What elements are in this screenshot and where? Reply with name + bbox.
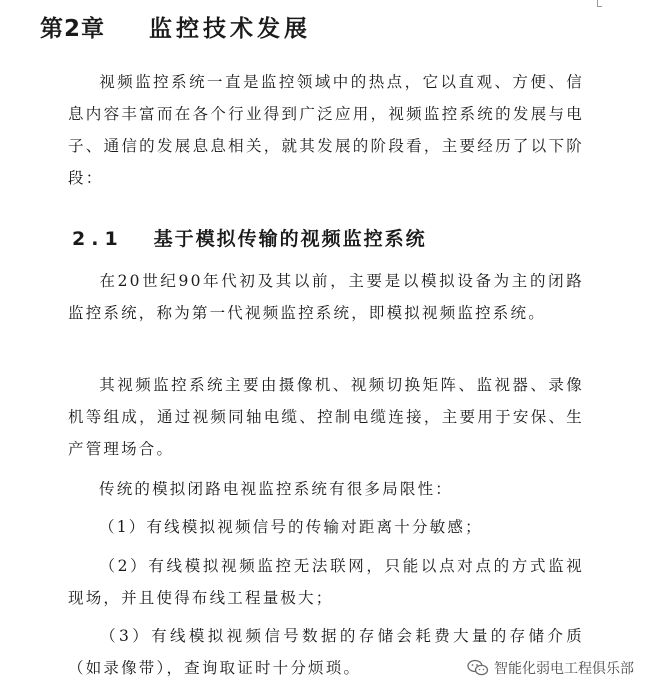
limitation-item: （2）有线模拟视频监控无法联网，只能以点对点的方式监视现场，并且使得布线工程量极大； (68, 557, 584, 607)
watermark-text: 智能化弱电工程俱乐部 (494, 661, 634, 677)
body-paragraph: 在20世纪90年代初及其以前，主要是以模拟设备为主的闭路监控系统，称为第一代视频监控系统，即模拟视频监控系统。 (68, 272, 584, 322)
page-corner-mark (597, 0, 602, 7)
watermark (463, 656, 638, 680)
body-paragraph: 传统的模拟闭路电视监控系统有很多局限性： (99, 480, 454, 498)
limitation-item: （1）有线模拟视频信号的传输对距离十分敏感； (99, 518, 483, 536)
wechat-icon (467, 659, 489, 677)
body-paragraph: 其视频监控系统主要由摄像机、视频切换矩阵、监视器、录像机等组成，通过视频同轴电缆、控制电缆连接，主要用于安保、生产管理场合。 (68, 376, 584, 458)
section-title: 基于模拟传输的视频监控系统 (153, 228, 427, 250)
chapter-number: 第2章 (40, 16, 106, 42)
section-heading (72, 224, 427, 251)
chapter-heading (40, 10, 311, 43)
intro-paragraph: 视频监控系统一直是监控领域中的热点，它以直观、方便、信息内容丰富而在各个行业得到广泛应用，视频监控系统的发展与电子、通信的发展息息相关，就其发展的阶段看，主要经历了以下阶段： (68, 73, 584, 187)
chapter-title: 监控技术发展 (149, 16, 312, 42)
limitation-item: （3）有线模拟视频信号数据的存储会耗费大量的存储介质（如录像带），查询取证时十分烦琐。 (68, 627, 584, 677)
section-number: 2.1 (72, 228, 124, 250)
